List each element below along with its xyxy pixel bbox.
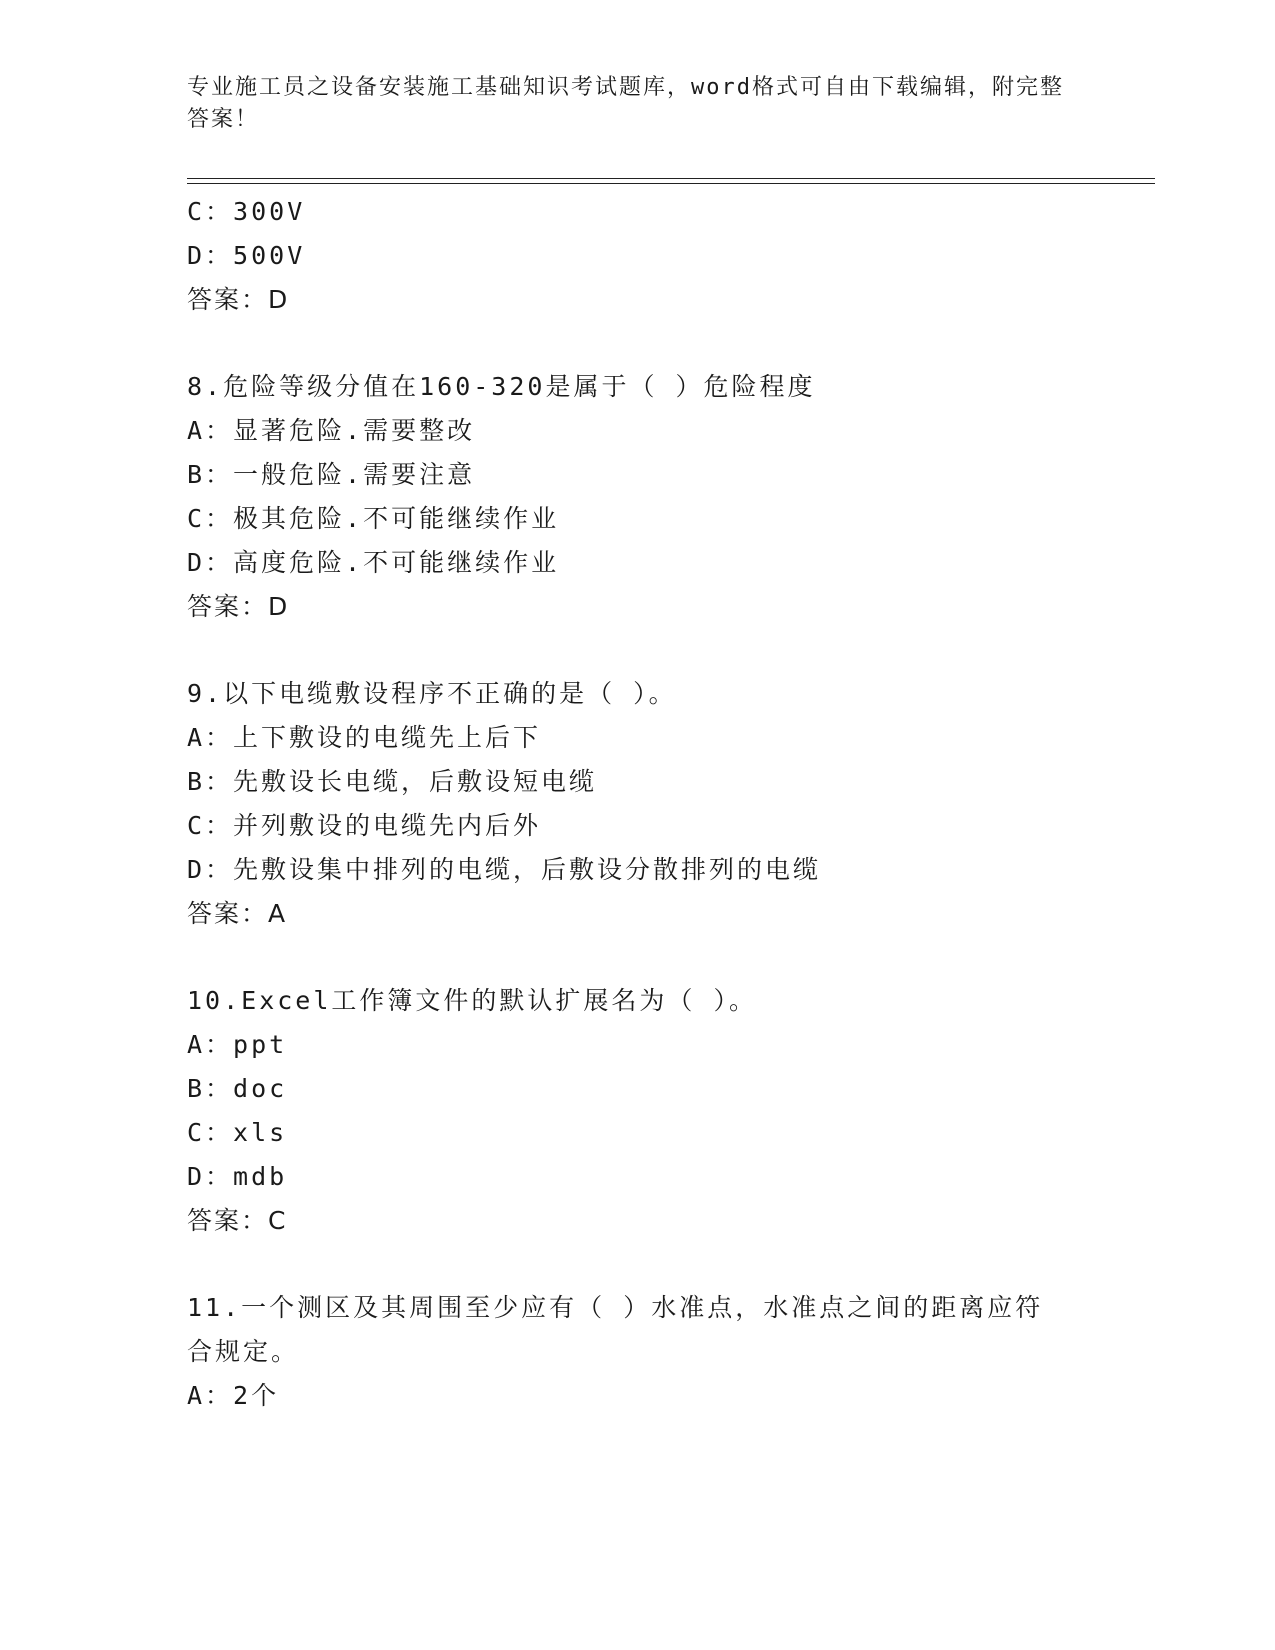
q9-answer: 答案：A (187, 899, 288, 928)
q8-answer: 答案：D (187, 592, 290, 621)
q8-option-b: B：一般危险.需要注意 (187, 460, 476, 489)
header-rule-top (187, 178, 1155, 179)
q9-option-a: A：上下敷设的电缆先上后下 (187, 723, 542, 752)
q9-option-c: C：并列敷设的电缆先内后外 (187, 811, 542, 840)
q10-option-c: C：xls (187, 1118, 288, 1147)
q11-question-line1: 11.一个测区及其周围至少应有（ ）水准点，水准点之间的距离应符 (187, 1293, 1044, 1322)
q7-answer: 答案：D (187, 285, 290, 314)
q11-option-a: A：2个 (187, 1381, 280, 1410)
header-rule-bottom (187, 183, 1155, 184)
q10-option-b: B：doc (187, 1074, 288, 1103)
q8-option-c: C：极其危险.不可能继续作业 (187, 504, 560, 533)
q8-question: 8.危险等级分值在160-320是属于（ ）危险程度 (187, 372, 816, 401)
q11-question-line2: 合规定。 (187, 1337, 300, 1366)
document-header: 专业施工员之设备安装施工基础知识考试题库，word格式可自由下载编辑，附完整答案！ (187, 75, 1064, 132)
q8-option-a: A：显著危险.需要整改 (187, 416, 476, 445)
q10-option-d: D：mdb (187, 1162, 288, 1191)
q7-option-d: D：500V (187, 241, 306, 270)
q8-option-d: D：高度危险.不可能继续作业 (187, 548, 560, 577)
q9-question: 9.以下电缆敷设程序不正确的是（ ）。 (187, 679, 677, 708)
q9-option-d: D：先敷设集中排列的电缆，后敷设分散排列的电缆 (187, 855, 822, 884)
q10-option-a: A：ppt (187, 1030, 288, 1059)
q10-question: 10.Excel工作簿文件的默认扩展名为（ ）。 (187, 986, 757, 1015)
q7-option-c: C：300V (187, 197, 306, 226)
q10-answer: 答案：C (187, 1206, 288, 1235)
q9-option-b: B：先敷设长电缆，后敷设短电缆 (187, 767, 598, 796)
